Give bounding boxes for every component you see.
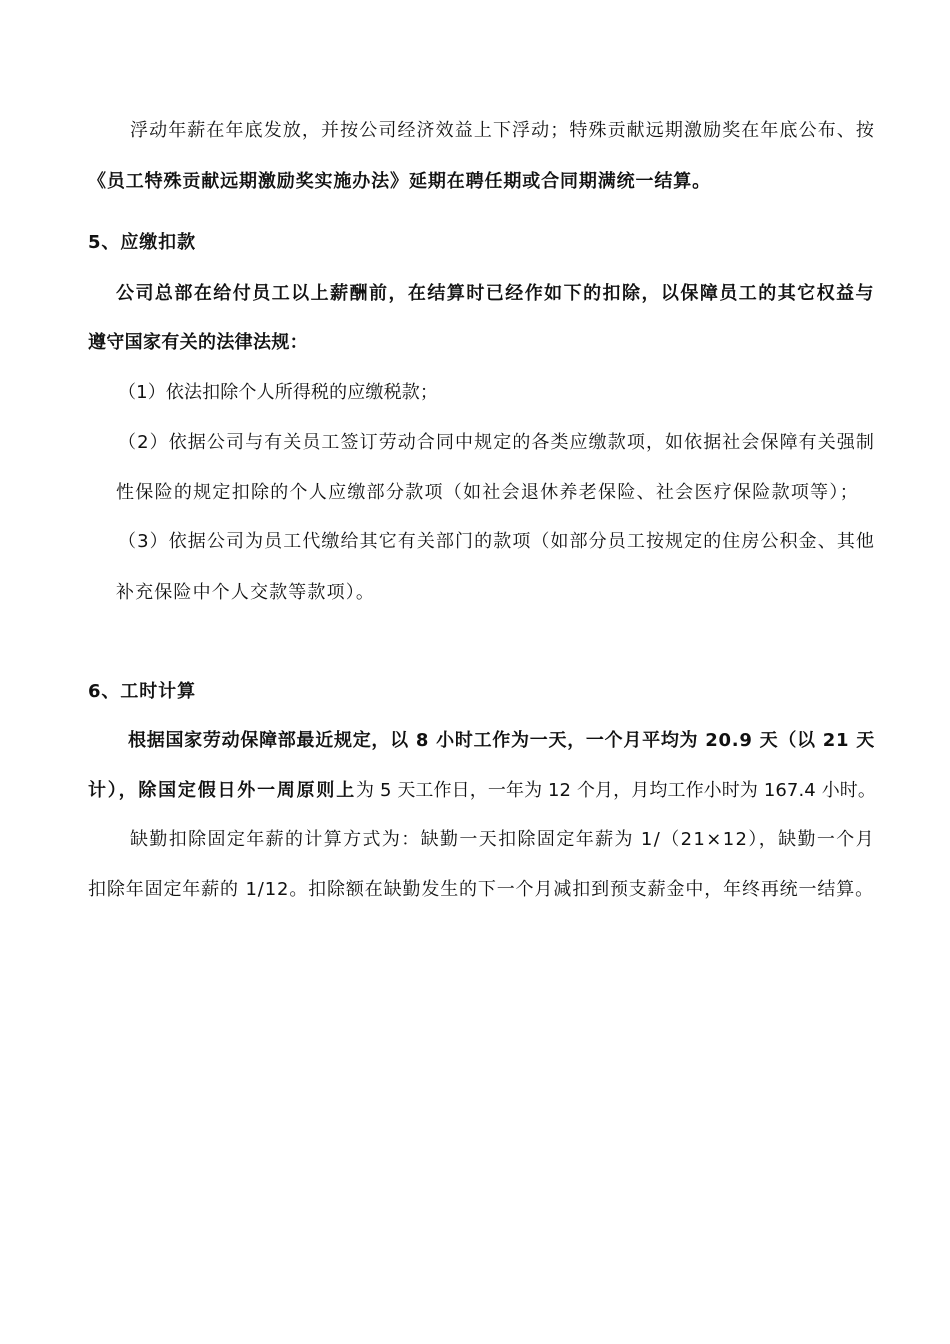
section-heading: 6、工时计算	[88, 681, 196, 702]
list-item: （1）依法扣除个人所得税的应缴税款；	[118, 382, 438, 403]
list-item: 性保险的规定扣除的个人应缴部分款项（如社会退休养老保险、社会医疗保险款项等）；	[116, 482, 859, 503]
paragraph-line: 公司总部在给付员工以上薪酬前，在结算时已经作如下的扣除，以保障员工的其它权益与	[116, 283, 876, 304]
paragraph-line: 根据国家劳动保障部最近规定，以 8 小时工作为一天，一个月平均为 20.9 天（以 21 天	[128, 730, 875, 751]
list-item: 补充保险中个人交款等款项）。	[116, 582, 376, 603]
paragraph-line: 《员工特殊贡献远期激励奖实施办法》延期在聘任期或合同期满统一结算。	[88, 171, 712, 192]
paragraph-line: 遵守国家有关的法律法规：	[88, 332, 308, 353]
paragraph-line: 浮动年薪在年底发放，并按公司经济效益上下浮动；特殊贡献远期激励奖在年底公布、按	[130, 120, 876, 141]
paragraph-line: 缺勤扣除固定年薪的计算方式为：缺勤一天扣除固定年薪为 1/（21×12），缺勤一个月	[130, 829, 876, 850]
list-item: （2）依据公司与有关员工签订劳动合同中规定的各类应缴款项，如依据社会保障有关强制	[118, 432, 876, 453]
paragraph-line	[88, 779, 876, 803]
list-item: （3）依据公司为员工代缴给其它有关部门的款项（如部分员工按规定的住房公积金、其他	[118, 531, 876, 552]
normal-run: 为 5 天工作日，一年为 12 个月，月均工作小时为 167.4 小时。	[356, 780, 877, 801]
paragraph-line: 扣除年固定年薪的 1/12。扣除额在缺勤发生的下一个月减扣到预支薪金中，年终再统一结算。	[88, 879, 874, 900]
section-heading: 5、应缴扣款	[88, 232, 196, 253]
bold-run: 计），除国定假日外一周原则上	[88, 780, 357, 801]
